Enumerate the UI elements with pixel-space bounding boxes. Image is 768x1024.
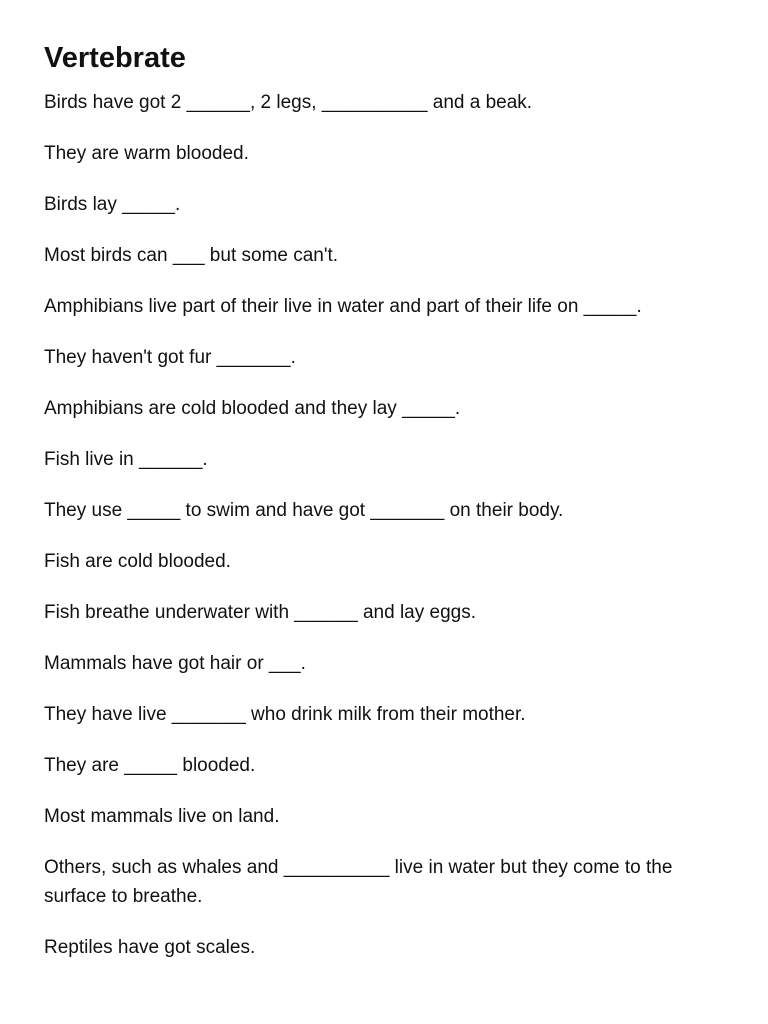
sentence: They use _____ to swim and have got _______ on their body. bbox=[44, 500, 564, 521]
sentence: Birds have got 2 ______, 2 legs, __________ and a beak. bbox=[44, 92, 533, 113]
sentence: Fish live in ______. bbox=[44, 449, 208, 470]
sentence: They have live _______ who drink milk from their mother. bbox=[44, 704, 526, 725]
sentence: Others, such as whales and __________ live in water but they come to the surface to breathe. bbox=[44, 857, 673, 907]
sentence: They are warm blooded. bbox=[44, 143, 249, 164]
sentence: Mammals have got hair or ___. bbox=[44, 653, 306, 674]
sentence: Amphibians live part of their live in water and part of their life on _____. bbox=[44, 296, 642, 317]
sentence: Most birds can ___ but some can't. bbox=[44, 245, 339, 266]
sentence: Fish breathe underwater with ______ and lay eggs. bbox=[44, 602, 476, 623]
sentence-list bbox=[44, 88, 724, 962]
sentence: They haven't got fur _______. bbox=[44, 347, 296, 368]
sentence: Fish are cold blooded. bbox=[44, 551, 231, 572]
sentence: Reptiles have got scales. bbox=[44, 937, 256, 958]
sentence: Birds lay _____. bbox=[44, 194, 181, 215]
page-title: Vertebrate bbox=[44, 42, 186, 74]
sentence: They are _____ blooded. bbox=[44, 755, 256, 776]
sentence: Most mammals live on land. bbox=[44, 806, 280, 827]
sentence: Amphibians are cold blooded and they lay _____. bbox=[44, 398, 461, 419]
